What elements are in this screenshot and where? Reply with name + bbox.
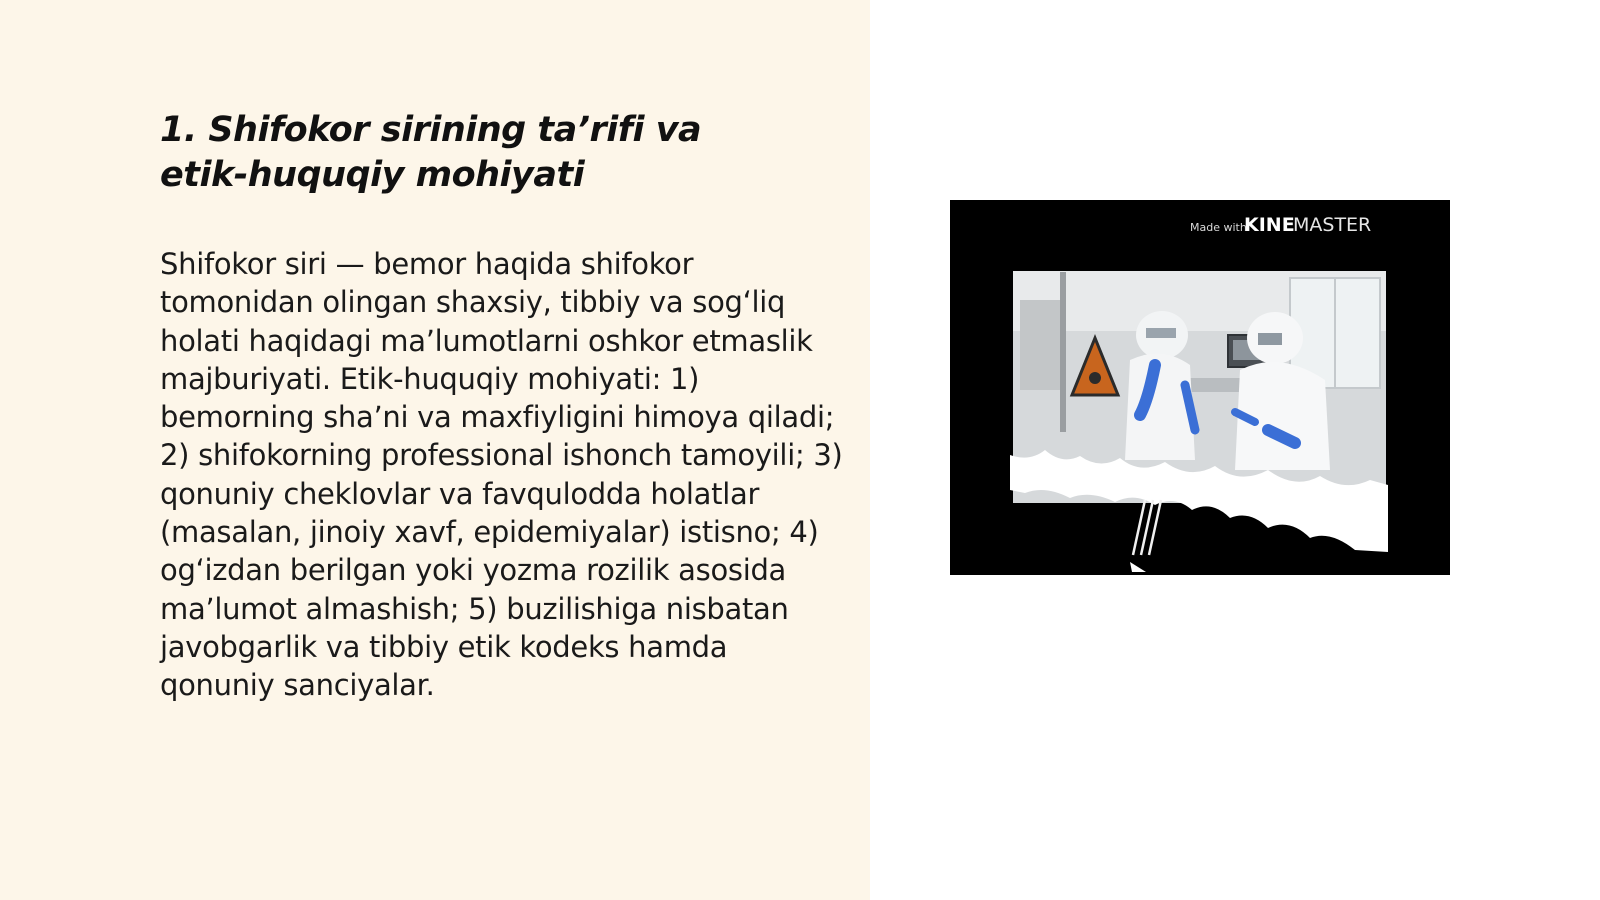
slide-title: 1. Shifokor sirining ta’rifi va etik-huquqiy mohiyati	[160, 110, 702, 195]
video-thumbnail[interactable]	[950, 200, 1450, 575]
watermark-prefix: Made with	[1190, 221, 1247, 234]
watermark-brand-light: MASTER	[1293, 214, 1372, 236]
lab-scene-illustration	[950, 200, 1450, 575]
slide-body-text: Shifokor siri — bemor haqida shifokor tomonidan olingan shaxsiy, tibbiy va sog‘liq holati haqidagi ma’lumotlarni oshkor etmaslik majburiyati. Etik-huquqiy mohiyati: 1) bemorning sha’ni va maxfiyligini himoya qiladi; 2) shifokorning professional ishonch tamoyili; 3) qonuniy cheklovlar va favqulodda holatlar (masalan, jinoiy xavf, epidemiyalar) istisno; 4) og‘izdan berilgan yoki yozma rozilik asosida ma’lumot almashish; 5) buzilishiga nisbatan javobgarlik va tibbiy etik kodeks hamda qonuniy sanciyalar.	[160, 247, 843, 703]
watermark-brand-bold: KINE	[1244, 214, 1295, 236]
